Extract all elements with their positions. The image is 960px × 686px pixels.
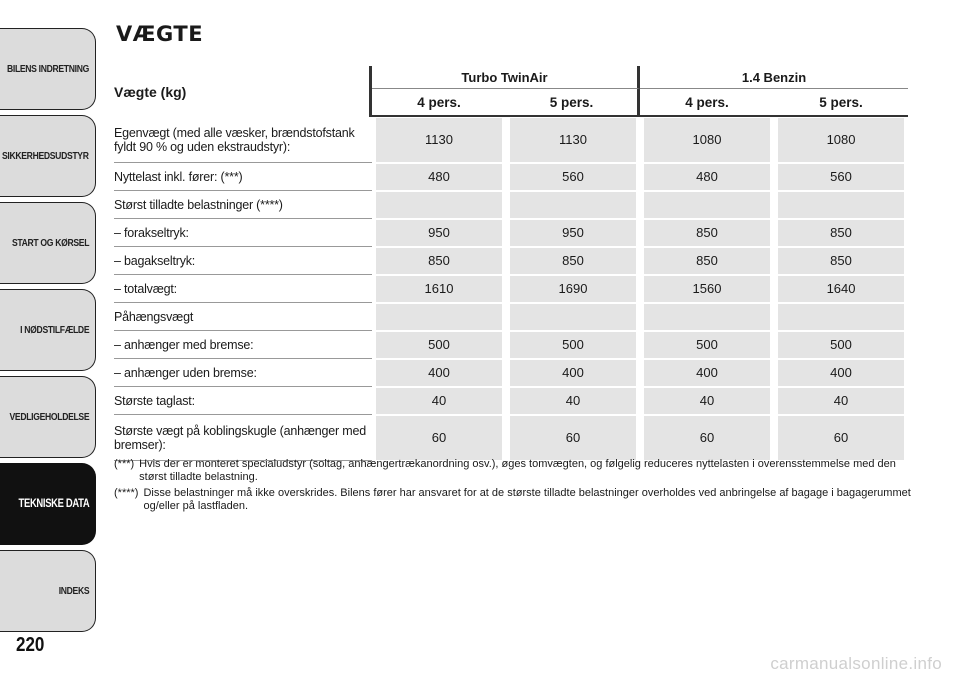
- tab-start-og-korsel[interactable]: [0, 202, 96, 284]
- value-cell: 500: [510, 332, 636, 358]
- value-cell: 400: [510, 360, 636, 386]
- footnote: [114, 458, 914, 484]
- table-row: [114, 191, 908, 219]
- footnote-text: Disse belastninger må ikke overskrides. Bilens fører har ansvaret for at de største tilladte belastninger overholdes ved anbringelse af bagage i bagagerummet og/eller på lastfladen.: [143, 487, 911, 512]
- value-cell: [644, 304, 770, 330]
- value-cell: 40: [376, 388, 502, 414]
- value-cell: [778, 192, 904, 218]
- value-cell: 480: [644, 164, 770, 190]
- tab-label: I NØDSTILFÆLDE: [19, 324, 89, 336]
- value-cell: 500: [376, 332, 502, 358]
- value-cell: 1080: [644, 118, 770, 162]
- row-label: Størst tilladte belastninger (****): [114, 191, 372, 219]
- row-label: – anhænger uden bremse:: [114, 359, 372, 387]
- tab-label: VEDLIGEHOLDELSE: [9, 411, 89, 423]
- row-label: – forakseltryk:: [114, 219, 372, 247]
- tab-vedligeholdelse[interactable]: [0, 376, 96, 458]
- footnote-mark: (***): [114, 458, 135, 470]
- table-row: [114, 415, 908, 461]
- value-cell: 40: [510, 388, 636, 414]
- group-header-turbo-twinair: Turbo TwinAir: [372, 66, 640, 89]
- value-cell: 60: [376, 416, 502, 460]
- weights-table: [114, 66, 908, 461]
- row-label: – totalvægt:: [114, 275, 372, 303]
- value-cell: 850: [644, 248, 770, 274]
- footnote-mark: (****): [114, 487, 139, 499]
- subheader: 5 pers.: [774, 89, 908, 117]
- value-cell: 40: [644, 388, 770, 414]
- value-cell: [644, 192, 770, 218]
- value-cell: [510, 304, 636, 330]
- watermark: carmanualsonline.info: [770, 654, 942, 673]
- value-cell: 400: [778, 360, 904, 386]
- table-row: [114, 117, 908, 163]
- section-title: VÆGTE: [116, 22, 204, 46]
- value-cell: 60: [644, 416, 770, 460]
- tab-indeks[interactable]: [0, 550, 96, 632]
- tab-label: TEKNISKE DATA: [18, 498, 89, 510]
- value-cell: 850: [778, 220, 904, 246]
- tab-bilens-indretning[interactable]: [0, 28, 96, 110]
- value-cell: 40: [778, 388, 904, 414]
- value-cell: 850: [644, 220, 770, 246]
- tab-sikkerhedsudstyr[interactable]: [0, 115, 96, 197]
- value-cell: 1130: [510, 118, 636, 162]
- table-row: [114, 247, 908, 275]
- value-cell: 560: [510, 164, 636, 190]
- footnote-text: Hvis der er monteret specialudstyr (soltag, anhængertrækanordning osv.), øges tomvægten, og følgelig reduceres nyttelasten i overensstemmelse med den størst tilladte belastning.: [139, 458, 896, 483]
- footnote: [114, 487, 914, 513]
- row-label: Største vægt på koblingskugle (anhænger med bremser):: [114, 415, 372, 461]
- value-cell: 400: [376, 360, 502, 386]
- page-number: 220: [16, 634, 45, 656]
- value-cell: 1690: [510, 276, 636, 302]
- row-label: – anhænger med bremse:: [114, 331, 372, 359]
- value-cell: [376, 304, 502, 330]
- tab-label: BILENS INDRETNING: [7, 63, 89, 75]
- table-row: [114, 387, 908, 415]
- tab-i-nodstilfaelde[interactable]: [0, 289, 96, 371]
- value-cell: 1130: [376, 118, 502, 162]
- subheader: 4 pers.: [372, 89, 506, 117]
- tab-label: INDEKS: [58, 585, 89, 597]
- value-cell: 1610: [376, 276, 502, 302]
- value-cell: 950: [376, 220, 502, 246]
- value-cell: 500: [644, 332, 770, 358]
- subheader: 4 pers.: [640, 89, 774, 117]
- table-row: [114, 275, 908, 303]
- value-cell: 60: [778, 416, 904, 460]
- value-cell: 850: [376, 248, 502, 274]
- table-row: [114, 163, 908, 191]
- footnotes: [114, 458, 914, 516]
- row-label: Nyttelast inkl. fører: (***): [114, 163, 372, 191]
- tab-label: SIKKERHEDSUDSTYR: [2, 150, 89, 162]
- table-row: [114, 219, 908, 247]
- group-header-1-4-benzin: 1.4 Benzin: [640, 66, 908, 89]
- table-row: [114, 303, 908, 331]
- value-cell: 500: [778, 332, 904, 358]
- table-row: [114, 359, 908, 387]
- value-cell: 950: [510, 220, 636, 246]
- value-cell: 400: [644, 360, 770, 386]
- tab-label: START OG KØRSEL: [11, 237, 89, 249]
- value-cell: 1080: [778, 118, 904, 162]
- value-cell: 850: [510, 248, 636, 274]
- table-row: [114, 331, 908, 359]
- value-cell: [510, 192, 636, 218]
- value-cell: [376, 192, 502, 218]
- value-cell: 480: [376, 164, 502, 190]
- table-header-label: Vægte (kg): [114, 66, 372, 117]
- value-cell: [778, 304, 904, 330]
- value-cell: 850: [778, 248, 904, 274]
- value-cell: 1640: [778, 276, 904, 302]
- value-cell: 60: [510, 416, 636, 460]
- row-label: Påhængsvægt: [114, 303, 372, 331]
- row-label: Egenvægt (med alle væsker, brændstofstank fyldt 90 % og uden ekstraudstyr):: [114, 117, 372, 163]
- value-cell: 560: [778, 164, 904, 190]
- tab-tekniske-data[interactable]: [0, 463, 96, 545]
- value-cell: 1560: [644, 276, 770, 302]
- row-label: – bagakseltryk:: [114, 247, 372, 275]
- row-label: Største taglast:: [114, 387, 372, 415]
- subheader: 5 pers.: [506, 89, 640, 117]
